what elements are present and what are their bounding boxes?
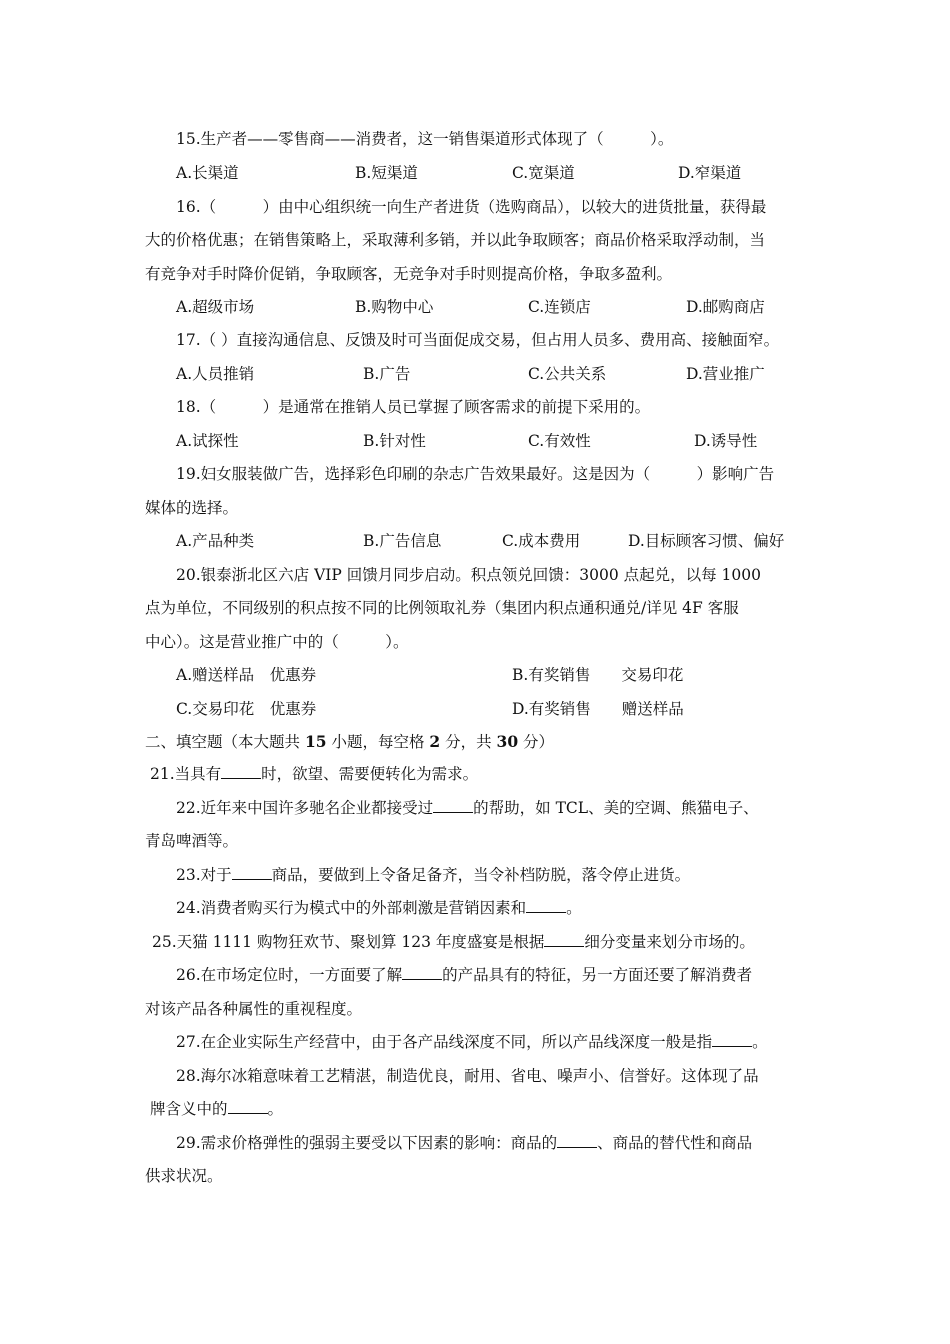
question-22-line-2: 青岛啤酒等。 <box>145 832 239 850</box>
q20-option-c: C.交易印花 优惠券 <box>176 700 317 718</box>
question-16-line-2: 大的价格优惠；在销售策略上，采取薄利多销，并以此争取顾客；商品价格采取浮动制，当 <box>145 231 766 249</box>
question-17-stem: 17.（ ）直接沟通信息、反馈及时可当面促成交易，但占用人员多、费用高、接触面窄。 <box>176 331 780 349</box>
q16-option-c: C.连锁店 <box>528 298 591 316</box>
question-19-line-2: 媒体的选择。 <box>145 499 239 517</box>
question-19-line-1: 19.妇女服装做广告，选择彩色印刷的杂志广告效果最好。这是因为（ ）影响广告 <box>176 465 775 483</box>
q15-option-c: C.宽渠道 <box>512 164 575 182</box>
q17-option-c: C.公共关系 <box>528 365 607 383</box>
question-16-line-1: 16.（ ）由中心组织统一向生产者进货（选购商品），以较大的进货批量，获得最 <box>176 198 767 216</box>
question-28-line-2: 牌含义中的 。 <box>150 1100 284 1118</box>
q18-option-b: B.针对性 <box>363 432 426 450</box>
question-20-line-3: 中心）。这是营业推广中的（ ）。 <box>145 633 409 651</box>
q17-option-d: D.营业推广 <box>686 365 765 383</box>
q18-option-c: C.有效性 <box>528 432 591 450</box>
q20-option-d: D.有奖销售 赠送样品 <box>512 700 684 718</box>
answer-blank[interactable] <box>433 798 473 813</box>
q17-option-a: A.人员推销 <box>176 365 255 383</box>
answer-blank[interactable] <box>544 932 584 947</box>
answer-blank[interactable] <box>712 1032 752 1047</box>
q16-option-b: B.购物中心 <box>355 298 434 316</box>
q16-option-a: A.超级市场 <box>176 298 255 316</box>
question-23: 23.对于 商品，要做到上令备足备齐，当令补档防脱，落令停止进货。 <box>176 866 691 884</box>
question-24: 24.消费者购买行为模式中的外部刺激是营销因素和 。 <box>176 899 582 917</box>
q15-option-b: B.短渠道 <box>355 164 418 182</box>
question-29-line-1: 29.需求价格弹性的强弱主要受以下因素的影响：商品的 、商品的替代性和商品 <box>176 1134 753 1152</box>
section-2-heading: 二、填空题（本大题共 15 小题，每空格 2 分，共 30 分） <box>145 732 555 751</box>
question-18-stem: 18.（ ）是通常在推销人员已掌握了顾客需求的前提下采用的。 <box>176 398 651 416</box>
question-16-line-3: 有竞争对手时降价促销，争取顾客，无竞争对手时则提高价格，争取多盈利。 <box>145 265 673 283</box>
answer-blank[interactable] <box>228 1099 268 1114</box>
question-25: 25.天猫 1111 购物狂欢节、聚划算 123 年度盛宴是根据 细分变量来划分市场的。 <box>152 933 755 951</box>
answer-blank[interactable] <box>221 764 261 779</box>
question-20-line-2: 点为单位，不同级别的积点按不同的比例领取礼券（集团内积点通积通兑/详见 4F 客服 <box>145 599 739 617</box>
q18-option-d: D.诱导性 <box>694 432 758 450</box>
q15-option-d: D.窄渠道 <box>678 164 742 182</box>
question-26-line-1: 26.在市场定位时，一方面要了解 的产品具有的特征，另一方面还要了解消费者 <box>176 966 753 984</box>
question-15-stem: 15.生产者——零售商——消费者，这一销售渠道形式体现了（ ）。 <box>176 130 674 148</box>
q19-option-c: C.成本费用 <box>502 532 581 550</box>
question-28-line-1: 28.海尔冰箱意味着工艺精湛，制造优良，耐用、省电、噪声小、信誉好。这体现了品 <box>176 1067 759 1085</box>
question-26-line-2: 对该产品各种属性的重视程度。 <box>145 1000 363 1018</box>
q16-option-d: D.邮购商店 <box>686 298 765 316</box>
question-22-line-1: 22.近年来中国许多驰名企业都接受过 的帮助，如 TCL、美的空调、熊猫电子、 <box>176 799 759 817</box>
q18-option-a: A.试探性 <box>176 432 239 450</box>
q19-option-d: D.目标顾客习惯、偏好 <box>628 532 785 550</box>
q20-option-a: A.赠送样品 优惠券 <box>176 666 317 684</box>
answer-blank[interactable] <box>232 865 272 880</box>
q19-option-b: B.广告信息 <box>363 532 442 550</box>
q15-option-a: A.长渠道 <box>176 164 239 182</box>
question-20-line-1: 20.银泰浙北区六店 VIP 回馈月同步启动。积点领兑回馈：3000 点起兑，以每 1000 <box>176 566 761 584</box>
q19-option-a: A.产品种类 <box>176 532 255 550</box>
q17-option-b: B.广告 <box>363 365 411 383</box>
question-29-line-2: 供求状况。 <box>145 1167 223 1185</box>
answer-blank[interactable] <box>557 1133 597 1148</box>
answer-blank[interactable] <box>526 898 566 913</box>
q20-option-b: B.有奖销售 交易印花 <box>512 666 684 684</box>
question-21: 21.当具有 时，欲望、需要便转化为需求。 <box>150 765 479 783</box>
answer-blank[interactable] <box>402 965 442 980</box>
question-27: 27.在企业实际生产经营中，由于各产品线深度不同，所以产品线深度一般是指 。 <box>176 1033 768 1051</box>
